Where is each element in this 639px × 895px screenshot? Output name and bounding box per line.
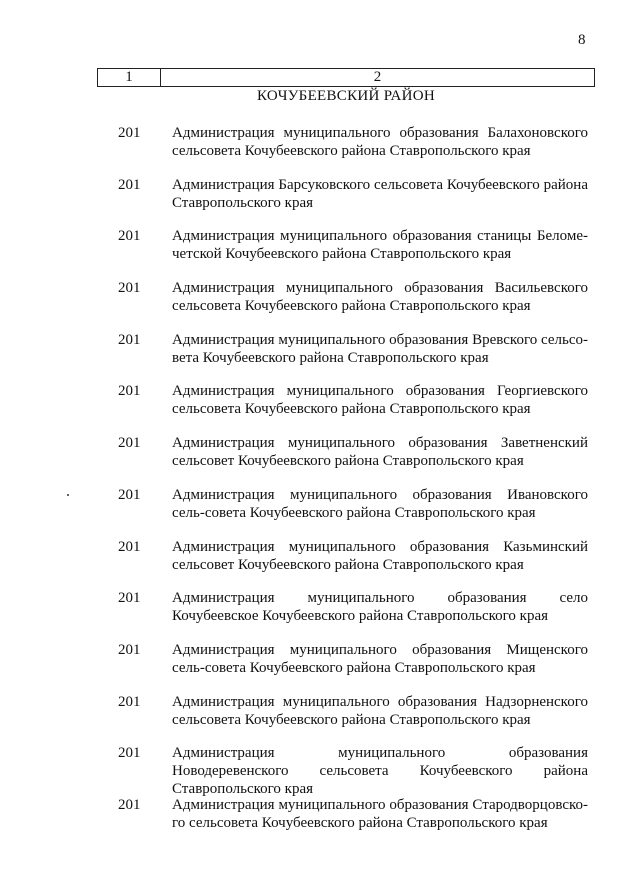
row-name: Администрация муниципального образования Васильевского сельсовета Кочубеевского района Ставропольского края bbox=[172, 280, 588, 315]
table-row bbox=[0, 744, 639, 796]
table-row bbox=[0, 796, 639, 848]
row-code: 201 bbox=[118, 796, 141, 813]
page-number: 8 bbox=[578, 32, 586, 48]
row-name: Администрация Барсуковского сельсовета Кочубеевского района Ставропольского края bbox=[172, 176, 588, 211]
row-code: 201 bbox=[118, 693, 141, 710]
entries-list bbox=[0, 124, 639, 848]
table-row bbox=[0, 641, 639, 693]
row-name: Администрация муниципального образования Вревского сельсо-вета Кочубеевского района Ставропольского края bbox=[172, 331, 588, 366]
table-row bbox=[0, 434, 639, 486]
row-code: 201 bbox=[118, 538, 141, 555]
row-code: 201 bbox=[118, 641, 141, 658]
row-code: 201 bbox=[118, 590, 141, 607]
table-header-col-2: 2 bbox=[373, 69, 382, 85]
table-row bbox=[0, 176, 639, 228]
table-row bbox=[0, 227, 639, 279]
table-header bbox=[97, 68, 595, 87]
table-row bbox=[0, 279, 639, 331]
table-row bbox=[0, 693, 639, 745]
row-code: 201 bbox=[118, 745, 141, 762]
row-code: 201 bbox=[118, 383, 141, 400]
table-row bbox=[0, 382, 639, 434]
row-code: 201 bbox=[118, 280, 141, 297]
table-row bbox=[0, 538, 639, 590]
table-row bbox=[0, 331, 639, 383]
row-code: 201 bbox=[118, 228, 141, 245]
row-code: 201 bbox=[118, 331, 141, 348]
row-name: Администрация муниципального образования станицы Беломе-четской Кочубеевского района Ставропольского края bbox=[172, 228, 588, 263]
row-name: Администрация муниципального образования Казьминский сельсовет Кочубеевского района Ставропольского края bbox=[172, 538, 588, 573]
table-row bbox=[0, 589, 639, 641]
row-name: Администрация муниципального образования Ивановского сель-совета Кочубеевского района Ставропольского края bbox=[172, 486, 588, 521]
row-name: Администрация муниципального образования Стародворцовско-го сельсовета Кочубеевского района Ставропольского края bbox=[172, 796, 588, 831]
row-code: 201 bbox=[118, 435, 141, 452]
row-name: Администрация муниципального образования Мищенского сель-совета Кочубеевского района Ставропольского края bbox=[172, 641, 588, 676]
row-name: Администрация муниципального образования Балахоновского сельсовета Кочубеевского района Ставропольского края bbox=[172, 125, 588, 159]
row-name: Администрация муниципального образования Новодеревенского сельсовета Кочубеевского района Ставропольского края bbox=[172, 745, 588, 798]
table-row bbox=[0, 486, 639, 538]
table-row bbox=[0, 124, 639, 176]
row-name: Администрация муниципального образования Надзорненского сельсовета Кочубеевского района Ставропольского края bbox=[172, 693, 588, 728]
section-title: КОЧУБЕЕВСКИЙ РАЙОН bbox=[257, 88, 435, 104]
row-name: Администрация муниципального образования Заветненский сельсовет Кочубеевского района Ставропольского края bbox=[172, 435, 588, 470]
row-code: 201 bbox=[118, 486, 141, 503]
row-name: Администрация муниципального образования село Кочубеевское Кочубеевского района Ставропольского края bbox=[172, 590, 588, 625]
table-header-col-1: 1 bbox=[98, 69, 161, 86]
row-name: Администрация муниципального образования Георгиевского сельсовета Кочубеевского района Ставропольского края bbox=[172, 383, 588, 418]
row-code: 201 bbox=[118, 176, 141, 193]
row-code: 201 bbox=[118, 125, 141, 141]
